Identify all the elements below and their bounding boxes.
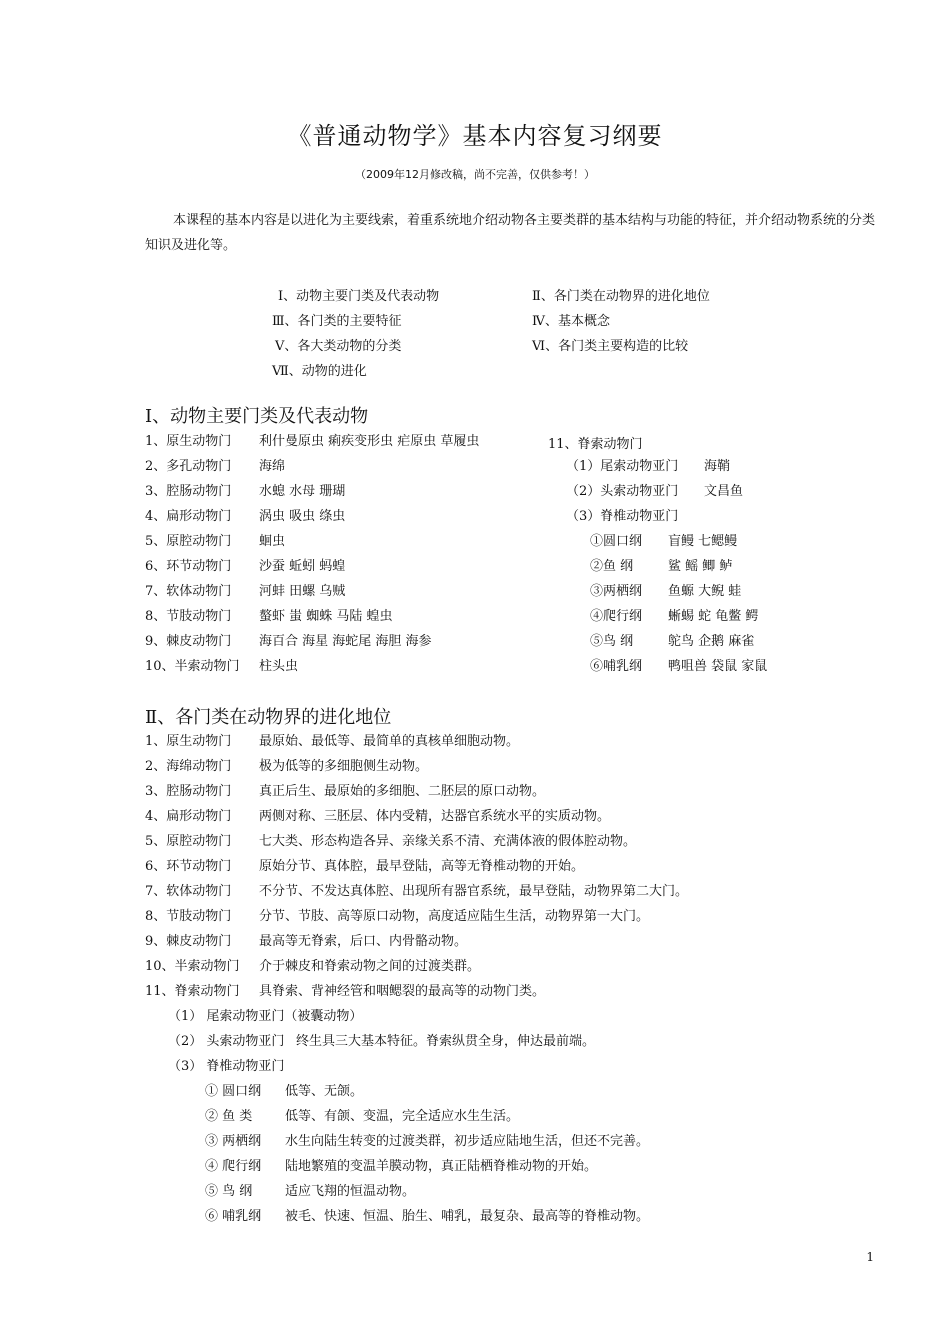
- phylum-name: 6、环节动物门: [145, 859, 232, 874]
- class-row: [205, 1205, 649, 1224]
- evolution-row: [145, 755, 428, 774]
- phylum-examples: 沙蚕 蚯蚓 蚂蝗: [259, 559, 346, 574]
- page-title: 《普通动物学》基本内容复习纲要: [287, 122, 663, 150]
- section-2-heading: Ⅱ、各门类在动物界的进化地位: [145, 707, 392, 728]
- phylum-name: 5、原腔动物门: [145, 834, 232, 849]
- class-row: [590, 605, 758, 624]
- page-number: 1: [866, 1250, 874, 1264]
- class-row: [590, 655, 767, 674]
- class-description: 被毛、快速、恒温、胎生、哺乳，最复杂、最高等的脊椎动物。: [285, 1209, 650, 1224]
- toc-right-1: Ⅱ、各门类在动物界的进化地位: [532, 289, 710, 304]
- class-examples: 鱼螈 大鲵 蛙: [668, 584, 742, 599]
- evolution-row: [145, 980, 545, 999]
- phylum-name: 10、半索动物门: [145, 659, 240, 674]
- phylum-row: [145, 455, 285, 474]
- phylum-description: 极为低等的多细胞侧生动物。: [259, 759, 429, 774]
- class-row: [590, 630, 754, 649]
- class-name: ⑤ 鸟 纲: [205, 1184, 253, 1199]
- intro-paragraph: 本课程的基本内容是以进化为主要线索，着重系统地介绍动物各主要类群的基本结构与功能的特征，并介绍动物系统的分类知识及进化等。: [145, 213, 876, 253]
- evolution-row: [145, 805, 610, 824]
- class-examples: 盲鳗 七鳃鳗: [668, 534, 738, 549]
- phylum-row: [145, 605, 393, 624]
- section-1-heading: Ⅰ、动物主要门类及代表动物: [145, 406, 369, 427]
- phylum-name: 3、腔肠动物门: [145, 484, 232, 499]
- phylum-description: 介于棘皮和脊索动物之间的过渡类群。: [259, 959, 481, 974]
- class-name: ⑥ 哺乳纲: [205, 1209, 262, 1224]
- evolution-row: [145, 930, 467, 949]
- subphylum-row: [168, 1030, 595, 1049]
- phylum-description: 原始分节、真体腔，最早登陆，高等无脊椎动物的开始。: [259, 859, 585, 874]
- subphylum-row: [566, 480, 743, 499]
- subphylum-name: （2） 头索动物亚门: [168, 1034, 285, 1049]
- evolution-row: [145, 780, 545, 799]
- evolution-row: [145, 880, 688, 899]
- class-examples: 蜥蜴 蛇 龟鳖 鳄: [668, 609, 759, 624]
- class-name: ②鱼 纲: [590, 559, 634, 574]
- phylum-row: [145, 655, 298, 674]
- subphylum-row: [168, 1055, 296, 1074]
- subphylum-examples: 文昌鱼: [704, 484, 744, 499]
- phylum-examples: 利什曼原虫 痢疾变形虫 疟原虫 草履虫: [259, 434, 480, 449]
- class-row: [590, 530, 737, 549]
- phylum-description: 七大类、形态构造各异、亲缘关系不清、充满体液的假体腔动物。: [259, 834, 637, 849]
- phylum-examples: 蛔虫: [259, 534, 286, 549]
- phylum-row: [145, 580, 345, 599]
- class-name: ①圆口纲: [590, 534, 643, 549]
- phylum-examples: 螯虾 蚩 蜘蛛 马陆 蝗虫: [259, 609, 393, 624]
- toc-right-2: Ⅳ、基本概念: [532, 314, 610, 329]
- class-name: ⑤鸟 纲: [590, 634, 634, 649]
- phylum-name: 8、节肢动物门: [145, 909, 232, 924]
- phylum-name: 11、脊索动物门: [145, 984, 240, 999]
- class-name: ⑥哺乳纲: [590, 659, 643, 674]
- subphylum-examples: 海鞘: [704, 459, 731, 474]
- phylum-examples: 涡虫 吸虫 绦虫: [259, 509, 346, 524]
- subphylum-description: 终生具三大基本特征。脊索纵贯全身，伸达最前端。: [296, 1034, 596, 1049]
- phylum-name: 6、环节动物门: [145, 559, 232, 574]
- phylum-name: 8、节肢动物门: [145, 609, 232, 624]
- class-examples: 鸵鸟 企鹅 麻雀: [668, 634, 755, 649]
- phylum-examples: 水螅 水母 珊瑚: [259, 484, 346, 499]
- subphylum-name: （1）尾索动物亚门: [566, 459, 679, 474]
- subphylum-name: （3）脊椎动物亚门: [566, 509, 679, 524]
- phylum-row: [145, 505, 345, 524]
- phylum-name: 5、原腔动物门: [145, 534, 232, 549]
- evolution-row: [145, 855, 584, 874]
- evolution-row: [145, 830, 636, 849]
- class-row: [205, 1080, 363, 1099]
- toc-left-4: Ⅶ、动物的进化: [272, 364, 367, 379]
- class-row: [205, 1155, 597, 1174]
- class-examples: 鸭咀兽 袋鼠 家鼠: [668, 659, 768, 674]
- phylum-name: 1、原生动物门: [145, 434, 232, 449]
- phylum-examples: 海百合 海星 海蛇尾 海胆 海参: [259, 634, 432, 649]
- class-row: [590, 580, 741, 599]
- class-name: ③ 两栖纲: [205, 1134, 262, 1149]
- phylum-name: 7、软体动物门: [145, 884, 232, 899]
- phylum-row: [145, 555, 345, 574]
- phylum-examples: 河蚌 田螺 乌贼: [259, 584, 346, 599]
- phylum-description: 分节、节肢、高等原口动物，高度适应陆生生活，动物界第一大门。: [259, 909, 650, 924]
- class-description: 水生向陆生转变的过渡类群，初步适应陆地生活，但还不完善。: [285, 1134, 650, 1149]
- class-row: [590, 555, 732, 574]
- chordata-heading: 11、脊索动物门: [548, 437, 643, 452]
- class-description: 低等、有颌、变温，完全适应水生生活。: [285, 1109, 520, 1124]
- phylum-description: 真正后生、最原始的多细胞、二胚层的原口动物。: [259, 784, 546, 799]
- subphylum-row: [566, 455, 730, 474]
- phylum-name: 2、多孔动物门: [145, 459, 232, 474]
- phylum-row: [145, 630, 432, 649]
- class-description: 低等、无颌。: [285, 1084, 364, 1099]
- toc-left-3: Ⅴ、各大类动物的分类: [275, 339, 402, 354]
- evolution-row: [145, 955, 480, 974]
- class-name: ② 鱼 类: [205, 1109, 253, 1124]
- evolution-row: [145, 730, 519, 749]
- phylum-name: 7、软体动物门: [145, 584, 232, 599]
- phylum-name: 9、棘皮动物门: [145, 934, 232, 949]
- phylum-description: 具脊索、背神经管和咽鳃裂的最高等的动物门类。: [259, 984, 546, 999]
- class-description: 适应飞翔的恒温动物。: [285, 1184, 416, 1199]
- toc-left-2: Ⅲ、各门类的主要特征: [272, 314, 402, 329]
- evolution-row: [145, 905, 649, 924]
- subphylum-row: [566, 505, 704, 524]
- document-page: 《普通动物学》基本内容复习纲要 （2009年12月修改稿，尚不完善，仅供参考！） 本课程的基本内容是以进化为主要线索，着重系统地介绍动物各主要类群的基本结构与功能的特征，并介绍动物系统的分类知识及进化等。 Ⅰ、动物主要门类及代表动物 Ⅲ、各门类的主要特征 Ⅴ、各大类动物的分类 Ⅶ、动物的进化 Ⅱ、各门类在动物界的进化地位 Ⅳ、基本概念 Ⅵ、各门类主要构造的比较 Ⅰ、动物主要门类及代表动物 1、原生动物门 利什曼原虫 痢疾变形虫 疟原虫 草履虫 2、多孔动物门 海绵 3、腔肠动物门 水螅 水母 珊瑚 4、扁形动物门 涡虫 吸虫 绦虫 5、原腔动物门 蛔虫 6、环节动物门 沙蚕 蚯蚓 蚂蝗 7、软体动物门 河蚌 田螺 乌贼 8、节肢动物门 螯虾 蚩 蜘蛛 马陆 蝗虫 9、棘皮动物门 海百合 海星 海蛇尾 海胆 海参 10、半索动物门 柱头虫 11、脊索动物门 （1）尾索动物亚门 海鞘 （2）头索动物亚门 文昌鱼 （3）脊椎动物亚门 ①圆口纲 盲鳗 七鳃鳗 ②鱼 纲 鲨 鳐 鲫 鲈 ③两栖纲 鱼螈 大鲵 蛙 ④爬行纲 蜥蜴 蛇 龟鳖 鳄 ⑤鸟 纲 鸵鸟 企鹅 麻雀 ⑥哺乳纲 鸭咀兽 袋鼠 家鼠 Ⅱ、各门类在动物界的进化地位 1、原生动物门 最原始、最低等、最简单的真核单细胞动物。 2、海绵动物门 极为低等的多细胞侧生动物。 3、腔肠动物门 真正后生、最原始的多细胞、二胚层的原口动物。 4、扁形动物门 两侧对称、三胚层、体内受精，达器官系统水平的实质动物。 5、原腔动物门 七大类、形态构造各异、亲缘关系不清、充满体液的假体腔动物。 6、环节动物门 原始分节、真体腔，最早登陆，高等无脊椎动物的开始。 7、软体动物门 不分节、不发达真体腔、出现所有器官系统，最早登陆，动物界第二大门。 8、节肢动物门 分节、节肢、高等原口动物，高度适应陆生生活，动物界第一大门。 9、棘皮动物门 最高等无脊索，后口、内骨骼动物。 10、半索动物门 介于棘皮和脊索动物之间的过渡类群。 11、脊索动物门 具脊索、背神经管和咽鳃裂的最高等的动物门类。 （1） 尾索动物亚门（被囊动物） （2） 头索动物亚门 终生具三大基本特征。脊索纵贯全身，伸达最前端。 （3） 脊椎动物亚门 ① 圆口纲 低等、无颌。 ② 鱼 类 低等、有颌、变温，完全适应水生生活。 ③ 两栖纲 水生向陆生转变的过渡类群，初步适应陆地生活，但还不完善。 ④ 爬行纲 陆地繁殖的变温羊膜动物，真正陆栖脊椎动物的开始。 ⑤ 鸟 纲 适应飞翔的恒温动物。 ⑥ 哺乳纲 被毛、快速、恒温、胎生、哺乳，最复杂、最高等的脊椎动物。 1: [0, 0, 950, 1344]
- page-subtitle: （2009年12月修改稿，尚不完善，仅供参考！）: [355, 168, 595, 181]
- phylum-row: [145, 530, 285, 549]
- class-description: 陆地繁殖的变温羊膜动物，真正陆栖脊椎动物的开始。: [285, 1159, 598, 1174]
- phylum-name: 9、棘皮动物门: [145, 634, 232, 649]
- toc-right-3: Ⅵ、各门类主要构造的比较: [532, 339, 689, 354]
- class-examples: 鲨 鳐 鲫 鲈: [668, 559, 733, 574]
- class-name: ① 圆口纲: [205, 1084, 262, 1099]
- class-row: [205, 1105, 519, 1124]
- class-row: [205, 1130, 649, 1149]
- phylum-examples: 海绵: [259, 459, 286, 474]
- class-name: ④ 爬行纲: [205, 1159, 262, 1174]
- phylum-row: [145, 480, 345, 499]
- phylum-description: 最高等无脊索，后口、内骨骼动物。: [259, 934, 468, 949]
- phylum-name: 4、扁形动物门: [145, 809, 232, 824]
- class-name: ④爬行纲: [590, 609, 643, 624]
- phylum-examples: 柱头虫: [259, 659, 299, 674]
- subphylum-name: （2）头索动物亚门: [566, 484, 679, 499]
- phylum-name: 3、腔肠动物门: [145, 784, 232, 799]
- subphylum-name: （3） 脊椎动物亚门: [168, 1059, 285, 1074]
- phylum-description: 不分节、不发达真体腔、出现所有器官系统，最早登陆，动物界第二大门。: [259, 884, 689, 899]
- phylum-name: 1、原生动物门: [145, 734, 232, 749]
- phylum-name: 10、半索动物门: [145, 959, 240, 974]
- phylum-description: 最原始、最低等、最简单的真核单细胞动物。: [259, 734, 520, 749]
- toc-left-1: Ⅰ、动物主要门类及代表动物: [278, 289, 440, 304]
- phylum-description: 两侧对称、三胚层、体内受精，达器官系统水平的实质动物。: [259, 809, 611, 824]
- class-name: ③两栖纲: [590, 584, 643, 599]
- phylum-name: 4、扁形动物门: [145, 509, 232, 524]
- phylum-name: 2、海绵动物门: [145, 759, 232, 774]
- phylum-row: [145, 430, 479, 449]
- class-row: [205, 1180, 415, 1199]
